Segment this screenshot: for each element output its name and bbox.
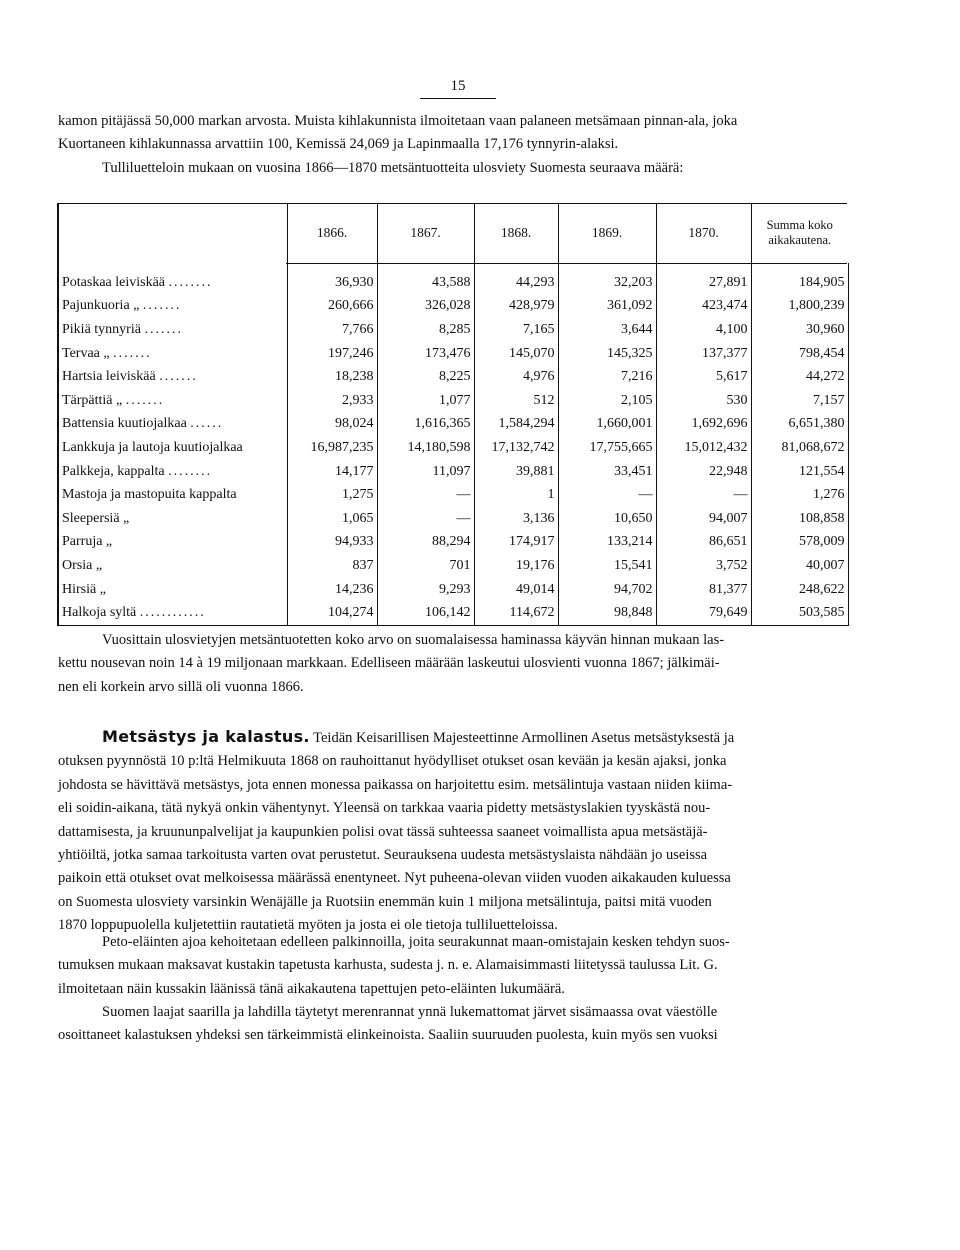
row-label [58,554,287,578]
table-row [58,436,848,460]
cell-value: 18,238 [287,365,377,389]
row-label-text: Tärpättiä „ [62,392,123,408]
cell-value: 3,136 [474,507,558,531]
row-label-leader-dots: ........ [168,274,213,290]
cell-value: 14,180,598 [377,436,474,460]
cell-value: 173,476 [377,342,474,366]
row-label-text: Pikiä tynnyriä [62,321,141,337]
row-label [58,578,287,602]
text-line: osoittaneet kalastuksen yhdeksi sen tärkeimmistä elinkeinoista. Saaliin suuruuden puolesta, kuin myös sen vuoksi [58,1027,718,1044]
cell-value: 1,065 [287,507,377,531]
row-label [58,413,287,437]
header-blank [58,203,287,263]
row-label-text: Halkoja syltä [62,605,137,621]
value-paragraph [58,629,844,699]
row-label-leader-dots: ....... [113,345,152,361]
cell-total: 7,157 [751,389,848,413]
row-label-text: Palkkeja, kappalta [62,463,165,479]
cell-value: 32,203 [558,263,656,295]
header-year-1869: 1869. [558,203,656,263]
cell-value: — [377,507,474,531]
cell-value: 837 [287,554,377,578]
header-year-1866: 1866. [287,203,377,263]
cell-value: — [558,483,656,507]
cell-value: 8,285 [377,318,474,342]
table-row [58,554,848,578]
table-row [58,483,848,507]
header-rule [286,263,847,264]
text-line: kettu nousevan noin 14 à 19 miljonaan markkaan. Edelliseen määrään laskeutui ulosvienti vuonna 1867; jälkimäi- [58,655,720,672]
row-label [58,295,287,319]
cell-value: 33,451 [558,460,656,484]
row-label [58,460,287,484]
row-label-text: Sleepersiä „ [62,510,130,526]
cell-value: 1,275 [287,483,377,507]
cell-total: 6,651,380 [751,413,848,437]
cell-value: 11,097 [377,460,474,484]
cell-total: 40,007 [751,554,848,578]
fishing-paragraph [58,1001,844,1048]
table-row [58,295,848,319]
cell-value: 3,752 [656,554,751,578]
cell-value: 174,917 [474,531,558,555]
header-year-1867: 1867. [377,203,474,263]
cell-value: 145,070 [474,342,558,366]
cell-value: 145,325 [558,342,656,366]
row-label-leader-dots: ...... [190,416,224,432]
cell-value: 133,214 [558,531,656,555]
row-label-text: Potaskaa leiviskää [62,274,166,290]
text-line: Kuortaneen kihlakunnassa arvattiin 100, Kemissä 24,069 ja Lapinmaalla 17,176 tynnyrin-alaksi. [58,136,619,153]
timber-export-table [57,203,849,626]
table-row [58,507,848,531]
cell-value: 49,014 [474,578,558,602]
cell-value: 106,142 [377,601,474,625]
cell-value: 2,933 [287,389,377,413]
cell-value: 1 [474,483,558,507]
cell-total: 184,905 [751,263,848,295]
header-total [751,203,848,263]
row-label [58,483,287,507]
cell-total: 503,585 [751,601,848,625]
cell-value: 114,672 [474,601,558,625]
table-top-rule [57,203,847,204]
cell-value: 36,930 [287,263,377,295]
text-line: yhtiöiltä, jotka samaa tarkoitusta varten ovat perustetut. Seurauksena uudesta metsästyslaista nähdään jo useissa [58,847,708,864]
row-label-text: Parruja „ [62,534,113,550]
cell-value: 39,881 [474,460,558,484]
cell-value: 79,649 [656,601,751,625]
cell-value: 4,976 [474,365,558,389]
cell-total: 578,009 [751,531,848,555]
cell-value: 44,293 [474,263,558,295]
table-row [58,413,848,437]
row-label [58,318,287,342]
cell-total: 108,858 [751,507,848,531]
cell-value: 14,177 [287,460,377,484]
cell-total: 81,068,672 [751,436,848,460]
table-row [58,342,848,366]
cell-value: 88,294 [377,531,474,555]
cell-value: 86,651 [656,531,751,555]
cell-value: 1,077 [377,389,474,413]
text-line: Tulliluetteloin mukaan on vuosina 1866—1870 metsäntuotteita ulosviety Suomesta seuraava määrä: [102,159,684,176]
cell-value: 94,007 [656,507,751,531]
cell-value: 17,132,742 [474,436,558,460]
header-year-1870: 1870. [656,203,751,263]
row-label [58,601,287,625]
cell-total: 798,454 [751,342,848,366]
cell-value: 260,666 [287,295,377,319]
cell-value: 423,474 [656,295,751,319]
row-label-leader-dots: ............ [139,605,206,621]
cell-value: 94,933 [287,531,377,555]
cell-value: 5,617 [656,365,751,389]
cell-value: 9,293 [377,578,474,602]
cell-value: 1,692,696 [656,413,751,437]
text-line: Peto-eläinten ajoa kehoitetaan edelleen palkinnoilla, joita seurakunnat maan-omistajain kesken tehdyn suos- [102,934,730,950]
cell-value: 7,216 [558,365,656,389]
table-row [58,531,848,555]
table-row [58,460,848,484]
row-label-text: Tervaa „ [62,345,110,361]
cell-value: 14,236 [287,578,377,602]
row-label [58,436,287,460]
cell-value: — [656,483,751,507]
cell-value: 701 [377,554,474,578]
row-label-leader-dots: ....... [144,321,183,337]
cell-value: 22,948 [656,460,751,484]
cell-value: 197,246 [287,342,377,366]
row-label-leader-dots: ....... [159,369,198,385]
row-label-leader-dots: ........ [168,463,213,479]
cell-value: 137,377 [656,342,751,366]
table-row [58,578,848,602]
cell-value: 27,891 [656,263,751,295]
text-line: nen eli korkein arvo sillä oli vuonna 1866. [58,678,304,695]
cell-value: 8,225 [377,365,474,389]
export-table [57,203,847,626]
cell-value: 428,979 [474,295,558,319]
cell-value: 1,584,294 [474,413,558,437]
cell-value: 15,541 [558,554,656,578]
table-body [58,263,848,625]
cell-total: 1,276 [751,483,848,507]
row-label-text: Orsia „ [62,557,103,573]
cell-value: 94,702 [558,578,656,602]
section-heading: Metsästys ja kalastus. [102,727,310,746]
text-line: johdosta se hävittävä metsästys, jota ennen monessa paikassa on harjoitettu esim. metsälintuja vastaan niiden kiima- [58,776,733,793]
cell-value: 326,028 [377,295,474,319]
row-label [58,389,287,413]
text-line [58,725,844,750]
row-label-text: Battensia kuutiojalkaa [62,416,187,432]
row-label-text: Hirsiä „ [62,581,106,597]
row-label-text: Pajunkuoria „ [62,298,140,314]
cell-total: 1,800,239 [751,295,848,319]
table-row [58,318,848,342]
cell-value: 98,024 [287,413,377,437]
row-label [58,342,287,366]
page-number: 15 [420,78,496,99]
cell-total: 248,622 [751,578,848,602]
intro-paragraph [58,110,844,180]
header-total-line2: aikakautena. [768,233,832,247]
cell-value: 43,588 [377,263,474,295]
cell-value: 361,092 [558,295,656,319]
cell-value: 104,274 [287,601,377,625]
text-line: ilmoitetaan näin kussakin läänissä tänä aikakautena tapettujen peto-eläinten lukumäärä. [58,980,565,997]
text-line: 1870 loppupuolella kuljetettiin rautatietä myöten ja josta ei ole tietoja tulliluetteloissa. [58,917,558,934]
cell-value: 1,616,365 [377,413,474,437]
row-label-text: Hartsia leiviskää [62,369,156,385]
row-label [58,365,287,389]
text-line: Suomen laajat saarilla ja lahdilla täytetyt merenrannat ynnä lukemattomat järvet sisämaassa ovat väestölle [102,1004,718,1020]
cell-total: 44,272 [751,365,848,389]
cell-value: 7,165 [474,318,558,342]
text-line: tumuksen mukaan maksavat kustakin tapetusta karhusta, sudesta j. n. e. Alamaisimmasti liitetyssä taulussa Lit. G. [58,957,718,974]
table-row [58,263,848,295]
row-label-text: Mastoja ja mastopuita kappalta [62,487,237,503]
cell-value: 16,987,235 [287,436,377,460]
cell-value: 19,176 [474,554,558,578]
text-line: on Suomesta ulosviety varsinkin Wenäjälle ja Ruotsiin enemmän kuin 1 miljona metsälintuja, paitsi mitä vuoden [58,893,712,910]
row-label [58,531,287,555]
cell-value: 81,377 [656,578,751,602]
row-label-leader-dots: ....... [142,298,182,314]
text-line: otuksen pyynnöstä 10 p:ltä Helmikuuta 1868 on rauhoittanut hyödylliset otukset osan kevään ja kesän ajaksi, jonka [58,753,727,770]
cell-total: 30,960 [751,318,848,342]
hunting-paragraph [58,725,844,938]
cell-value: 15,012,432 [656,436,751,460]
cell-value: 10,650 [558,507,656,531]
row-label-leader-dots: ....... [125,392,165,408]
cell-value: 530 [656,389,751,413]
text-line: dattamisesta, ja kruununpalvelijat ja kaupunkien polisi ovat tässä suhteessa saaneet voimallista apua metsästäjä- [58,823,708,840]
text-line: paikoin että otukset ovat melkoisessa määrässä enentyneet. Nyt puheena-olevan viiden vuoden aikakauden kuluessa [58,870,731,887]
text-line: Vuosittain ulosvietyjen metsäntuotetten koko arvo on suomalaisessa haminassa käyvän hinnan mukaan las- [102,632,725,648]
cell-value: 2,105 [558,389,656,413]
row-label [58,507,287,531]
cell-value: 1,660,001 [558,413,656,437]
heading-line-rest: Teidän Keisarillisen Majesteettinne Armollinen Asetus metsästyksestä ja [313,730,735,746]
predators-paragraph [58,931,844,1001]
text-line: kamon pitäjässä 50,000 markan arvosta. Muista kihlakunnista ilmoitetaan vaan palaneen metsämaan pinnan-ala, joka [58,113,738,129]
cell-value: 17,755,665 [558,436,656,460]
table-row [58,601,848,625]
cell-value: 3,644 [558,318,656,342]
cell-value: — [377,483,474,507]
cell-value: 4,100 [656,318,751,342]
cell-value: 512 [474,389,558,413]
header-year-1868: 1868. [474,203,558,263]
cell-value: 7,766 [287,318,377,342]
table-row [58,365,848,389]
cell-value: 98,848 [558,601,656,625]
row-label [58,263,287,295]
table-row [58,389,848,413]
text-line: eli soidin-aikana, tätä nykyä onkin vähentynyt. Yleensä on tarkkaa vaaria pidetty metsästyslakien tyyskästä nou- [58,800,711,817]
row-label-text: Lankkuja ja lautoja kuutiojalkaa [62,439,243,455]
cell-total: 121,554 [751,460,848,484]
header-total-line1: Summa koko [766,218,833,232]
table-header-row [58,203,848,263]
